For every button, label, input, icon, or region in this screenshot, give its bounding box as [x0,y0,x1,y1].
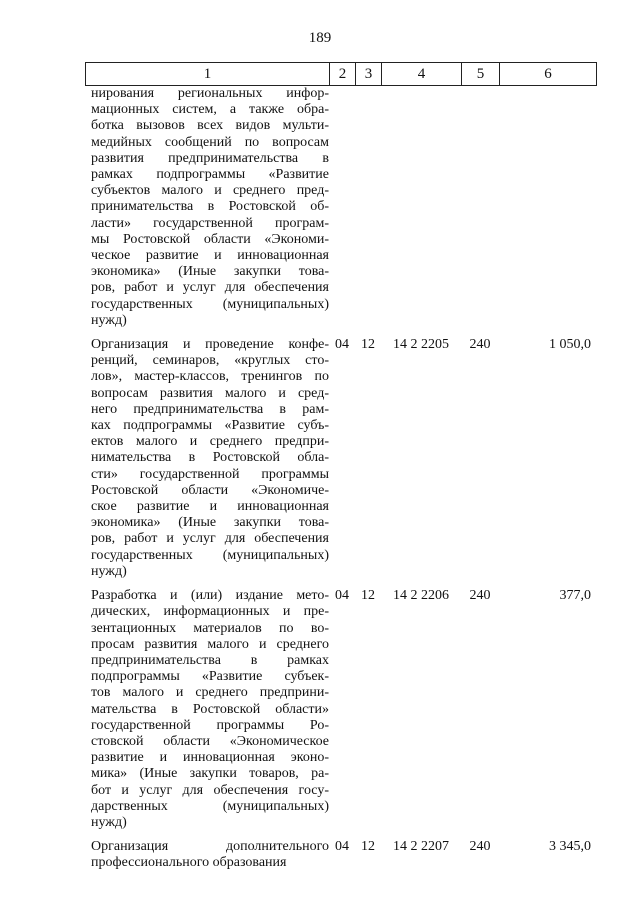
subsection-code: 12 [361,588,375,604]
row-description [85,839,329,871]
description-line: стовской области «Экономическое [91,733,329,749]
description-line: мика» (Иные закупки товаров, ра- [91,766,329,782]
section-code: 04 [335,588,349,604]
row-description [85,588,329,831]
header-col-1: 1 [86,63,330,85]
description-line: экономика» (Иные закупки това- [91,515,329,531]
target-article-code: 14 2 2206 [393,588,449,604]
target-article-code [381,86,461,329]
header-col-2: 2 [330,63,356,85]
header-col-3: 3 [356,63,382,85]
amount: 1 050,0 [549,337,591,353]
description-line: Ростовской области «Экономиче- [91,482,329,498]
section-code: 04 [335,839,349,855]
description-line: мательства в Ростовской области» [91,701,329,717]
description-line: ренций, семинаров, «круглых сто- [91,353,329,369]
section-code [329,86,355,329]
description-line: сти» государственной программы [91,466,329,482]
description-line: Организация и проведение конфе- [91,337,329,353]
row-description [85,86,329,329]
description-line: государственных (муниципальных) [91,296,329,312]
description-line: мы Ростовской области «Экономи- [91,231,329,247]
expense-type-code [461,86,499,329]
description-line: ботка вызовов всех видов мульти- [91,118,329,134]
expense-type-code: 240 [469,337,491,353]
header-col-4: 4 [382,63,462,85]
description-line: ров, работ и услуг для обеспечения [91,531,329,547]
description-line: развития предпринимательства в [91,150,329,166]
description-line: нимательства в Ростовской обла- [91,450,329,466]
description-line: Разработка и (или) издание мето- [91,588,329,604]
description-line: развитие и инновационная эконо- [91,750,329,766]
target-article-code: 14 2 2207 [393,839,449,855]
description-line: него предпринимательства в рам- [91,401,329,417]
description-line: подпрограммы «Развитие субъек- [91,669,329,685]
description-line: лов», мастер-классов, тренингов по [91,369,329,385]
description-line: ласти» государственной програм- [91,215,329,231]
description-line: субъектов малого и среднего пред- [91,183,329,199]
description-line: ское развитие и инновационная [91,499,329,515]
description-line: тов малого и среднего предприни- [91,685,329,701]
description-line: ческое развитие и инновационная [91,248,329,264]
table-row [85,588,597,831]
target-article-code: 14 2 2205 [393,337,449,353]
description-line: ектов малого и среднего предпри- [91,434,329,450]
subsection-code [355,86,381,329]
amount [499,86,597,329]
description-line: дарственных (муниципальных) [91,798,329,814]
table-header [85,62,597,86]
description-line: вопросам развития малого и сред- [91,385,329,401]
description-line: предпринимательства в рамках [91,652,329,668]
table-row [85,839,597,871]
table-row [85,337,597,580]
description-line: ров, работ и услуг для обеспечения [91,280,329,296]
description-line: медийных сообщений по вопросам [91,134,329,150]
description-line: нужд) [91,814,127,830]
header-col-6: 6 [544,65,552,82]
table-body [85,86,597,872]
description-line: ках подпрограммы «Развитие субъ- [91,418,329,434]
section-code: 04 [335,337,349,353]
subsection-code: 12 [361,839,375,855]
description-line: государственной программы Ро- [91,717,329,733]
description-line: дических, информационных и пре- [91,604,329,620]
description-line: экономика» (Иные закупки това- [91,264,329,280]
description-line: бот и услуг для обеспечения госу- [91,782,329,798]
amount: 3 345,0 [549,839,591,855]
row-description [85,337,329,580]
description-line: профессионального образования [91,855,287,871]
description-line: Организация дополнительного [91,839,329,855]
amount: 377,0 [559,588,591,604]
description-line: мационных систем, а также обра- [91,102,329,118]
description-line: нирования региональных инфор- [91,86,329,101]
description-line: нужд) [91,563,127,579]
subsection-code: 12 [361,337,375,353]
expense-type-code: 240 [469,588,491,604]
description-line: государственных (муниципальных) [91,547,329,563]
page-number: 189 [308,30,332,46]
description-line: нужд) [91,312,127,328]
header-col-5: 5 [462,63,500,85]
table-row [85,86,597,329]
expense-type-code: 240 [469,839,491,855]
description-line: просам развития малого и среднего [91,636,329,652]
description-line: принимательства в Ростовской об- [91,199,329,215]
description-line: зентационных материалов по во- [91,620,329,636]
description-line: рамках подпрограммы «Развитие [91,167,329,183]
